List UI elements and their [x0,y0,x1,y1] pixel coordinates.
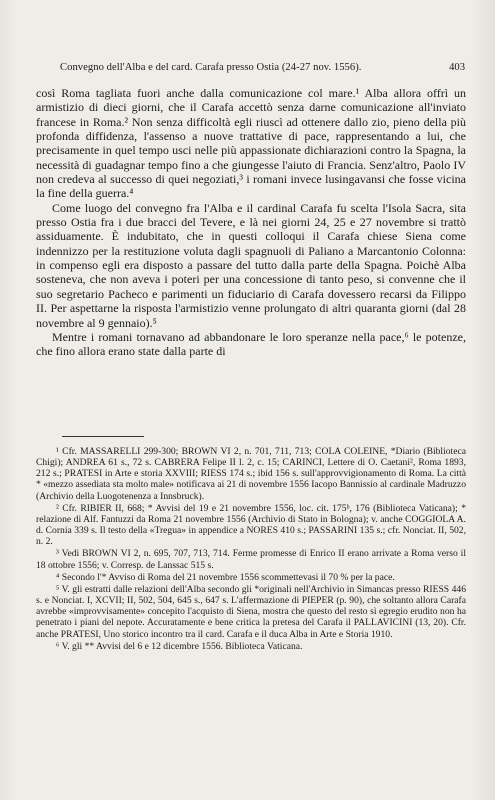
running-title: Convegno dell'Alba e del card. Carafa presso Ostia (24-27 nov. 1556). [60,62,362,73]
page-number: 403 [449,62,465,73]
running-header [60,62,465,73]
footnote: ⁴ Secondo l'* Avviso di Roma del 21 novembre 1556 scommettevasi il 70 % per la pace. [56,571,395,583]
footnote: ² Cfr. RIBIER II, 668; * Avvisi del 19 e 21 novembre 1556, loc. cit. 175ᵇ, 176 (Biblioteca Vaticana); * relazione di Alf. Fantuzzi da Roma 21 novembre 1556 (Archivio di Stato in Bologna); v. anche COGGIOLA A. d. Cornia 339 s. Il testo della «Tregua» in appendice a NORES 410 s.; PASSARINI 135 s.; cfr. Nonciat. II, 502, n. 2. [36,502,466,548]
footnote: ¹ Cfr. MASSARELLI 299-300; BROWN VI 2, n. 701, 711, 713; COLA COLEINE, *Diario (Biblioteca Chigi); ANDREA 61 s., 72 s. CABRERA Felipe II l. 2, c. 15; CARINCI, Lettere di O. Caetani², Roma 1893, 212 s.; PRATESI in Arte e storia XXVIII; RIESS 174 s.; ibid 156 s. sull'approvvigionamento di Roma. La città * «mezzo assediata sta molto male» notificava ai 21 di novembre 1556 Iacopo Bannissio al cardinale Madruzzo (Archivio della Luogotenenza a Innsbruck). [36,446,466,502]
paragraph: Come luogo del convegno fra l'Alba e il cardinal Carafa fu scelta l'Isola Sacra, sita presso Ostia fra i due bracci del Tevere, e là nei giorni 24, 25 e 27 novembre si trattò assiduamente. È indubitato, che in questi colloqui il Carafa chiese Siena come indennizzo per la restituzione voluta dagli spagnuoli di Paliano a Marcantonio Colonna: in compenso egli era disposto a passare del tutto dalla parte della Spagna. Poichè Alba sosteneva, che non aveva i poteri per una concessione di tanto peso, si convenne che il suo segretario Pacheco e parimenti un fiduciario di Carafa dovessero recarsi da Filippo II. Per aspettarne la risposta l'armistizio venne prolungato di altri quaranta giorni (dal 28 novembre al 9 gennaio).⁵ [36,200,466,330]
footnotes [36,446,466,653]
paragraph: così Roma tagliata fuori anche dalla comunicazione col mare.¹ Alba allora offrì un armistizio di dieci giorni, che il Carafa accettò senza darne comunicazione all'inviato francese in Roma.² Non senza difficoltà egli riuscì ad ottenere dallo zio, pieno della più profonda diffidenza, l'assenso a nuove trattative di pace, rappresentando a lui, che precisamente in quel tempo usci nelle più appassionate dichiarazioni contro la Spagna, la necessità di guadagnar tempo fino a che giungesse l'aiuto di Francia. Senz'altro, Paolo IV non credeva al successo di quei negoziati,³ i romani invece lusingavansi che fosse vicina la fine della guerra.⁴ [36,86,466,201]
footnote: ⁵ V. gli estratti dalle relazioni dell'Alba secondo gli *originali nell'Archivio in Simancas presso RIESS 446 s. e Nonciat. I, XCVII; II, 502, 504, 645 s., 647 s. L'affermazione di PIEPER (p. 90), che soltanto allora Carafa avrebbe «improvvisamente» concepito l'acquisto di Siena, mostra che questo del resto sì egregio erudito non ha penetrato i piani del nepote. Accuratamente e bene critica la pretesa del Carafa il PALLAVICINI (13, 20). Cfr. anche PRATESI, Uno storico incontro tra il card. Carafa e il duca Alba in Arte e Storia 1910. [36,583,466,640]
paragraph: Mentre i romani tornavano ad abbandonare le loro speranze nella pace,⁶ le potenze, che fino allora erano state dalla parte di [36,329,466,359]
main-text [36,86,466,359]
footnote-separator [62,436,144,437]
footnote: ³ Vedi BROWN VI 2, n. 695, 707, 713, 714. Ferme promesse di Enrico II erano arrivate a Roma verso il 18 ottobre 1556; v. Corresp. de Lanssac 515 s. [36,548,466,571]
footnote: ⁶ V. gli ** Avvisi del 6 e 12 dicembre 1556. Biblioteca Vaticana. [56,640,303,652]
